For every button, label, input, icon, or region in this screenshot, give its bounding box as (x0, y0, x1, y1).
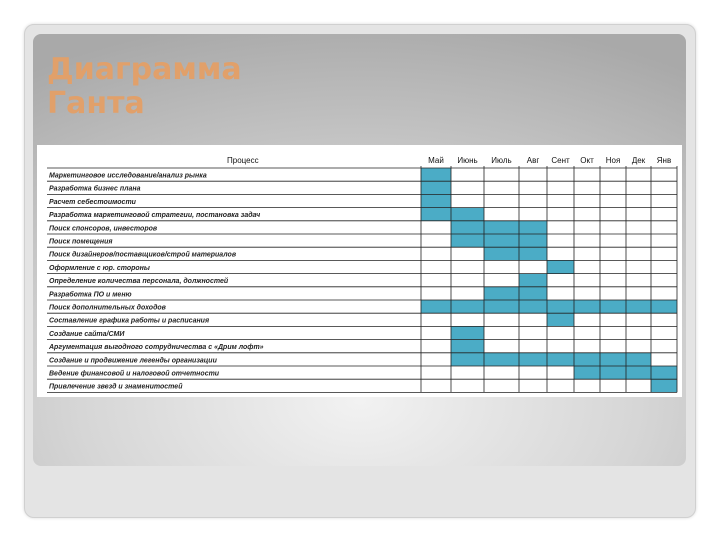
gantt-bar (484, 234, 519, 247)
gantt-bar (451, 300, 484, 313)
task-label: Аргументация выгодного сотрудничества с «Дрим лофт» (49, 344, 264, 352)
gantt-bar (519, 234, 547, 247)
gantt-bar (574, 300, 600, 313)
task-label: Определение количества персонала, должностей (49, 278, 229, 286)
task-label: Привлечение звезд и знаменитостей (49, 383, 183, 391)
gantt-bar (600, 300, 626, 313)
task-label: Поиск спонсоров, инвесторов (49, 225, 158, 233)
gantt-bar (600, 366, 626, 379)
gantt-bar (547, 353, 574, 366)
gantt-bar (600, 353, 626, 366)
month-header: Июль (491, 156, 512, 165)
month-header: Сент (551, 156, 570, 165)
gantt-bar (484, 221, 519, 234)
month-header: Окт (580, 156, 594, 165)
task-label: Поиск помещения (49, 238, 113, 246)
gantt-bar (519, 247, 547, 260)
task-label: Создание сайта/СМИ (49, 330, 125, 338)
task-label: Создание и продвижение легенды организации (49, 357, 217, 365)
gantt-bar (421, 181, 451, 194)
task-label: Разработка бизнес плана (49, 185, 141, 193)
task-label: Разработка маркетинговой стратегии, постановка задач (49, 212, 261, 220)
gantt-bar (651, 366, 677, 379)
gantt-bar (421, 208, 451, 221)
gantt-bar (484, 300, 519, 313)
gantt-bar (519, 287, 547, 300)
slide-title: Диаграмма Ганта (47, 52, 242, 121)
task-label: Поиск дизайнеров/поставщиков/строй материалов (49, 251, 237, 259)
gantt-bar (451, 326, 484, 339)
task-label: Расчет себестоимости (49, 198, 136, 206)
gantt-bar (547, 300, 574, 313)
month-header: Янв (656, 156, 672, 165)
gantt-bar (626, 353, 651, 366)
gantt-bar (451, 340, 484, 353)
task-label: Оформление с юр. стороны (49, 264, 150, 272)
gantt-bar (651, 379, 677, 392)
gantt-bar (451, 221, 484, 234)
task-label: Ведение финансовой и налоговой отчетности (49, 370, 220, 378)
gantt-bar (519, 353, 547, 366)
gantt-bar (484, 287, 519, 300)
gantt-bar (484, 353, 519, 366)
task-label: Поиск дополнительных доходов (49, 304, 166, 312)
gantt-bar (421, 300, 451, 313)
gantt-bar (574, 353, 600, 366)
gantt-bar (519, 300, 547, 313)
gantt-bar (626, 366, 651, 379)
task-label: Маркетинговое исследование/анализ рынка (49, 172, 207, 180)
gantt-bar (451, 208, 484, 221)
month-header: Май (428, 156, 444, 165)
gantt-bar (421, 168, 451, 181)
month-header: Ноя (605, 156, 621, 165)
process-header: Процесс (227, 156, 259, 165)
gantt-grid (37, 145, 682, 397)
gantt-bar (484, 247, 519, 260)
gantt-bar (626, 300, 651, 313)
month-header: Дек (631, 156, 646, 165)
gantt-bar (574, 366, 600, 379)
gantt-bar (651, 300, 677, 313)
gantt-bar (451, 353, 484, 366)
gantt-table (37, 145, 682, 397)
gantt-bar (547, 260, 574, 273)
task-label: Разработка ПО и меню (49, 291, 132, 299)
gantt-bar (421, 194, 451, 207)
gantt-bar (519, 274, 547, 287)
gantt-bar (451, 234, 484, 247)
task-label: Составление графика работы и расписания (49, 317, 210, 325)
gantt-bar (519, 221, 547, 234)
month-header: Июнь (457, 156, 478, 165)
month-header: Авг (526, 156, 540, 165)
gantt-bar (547, 313, 574, 326)
